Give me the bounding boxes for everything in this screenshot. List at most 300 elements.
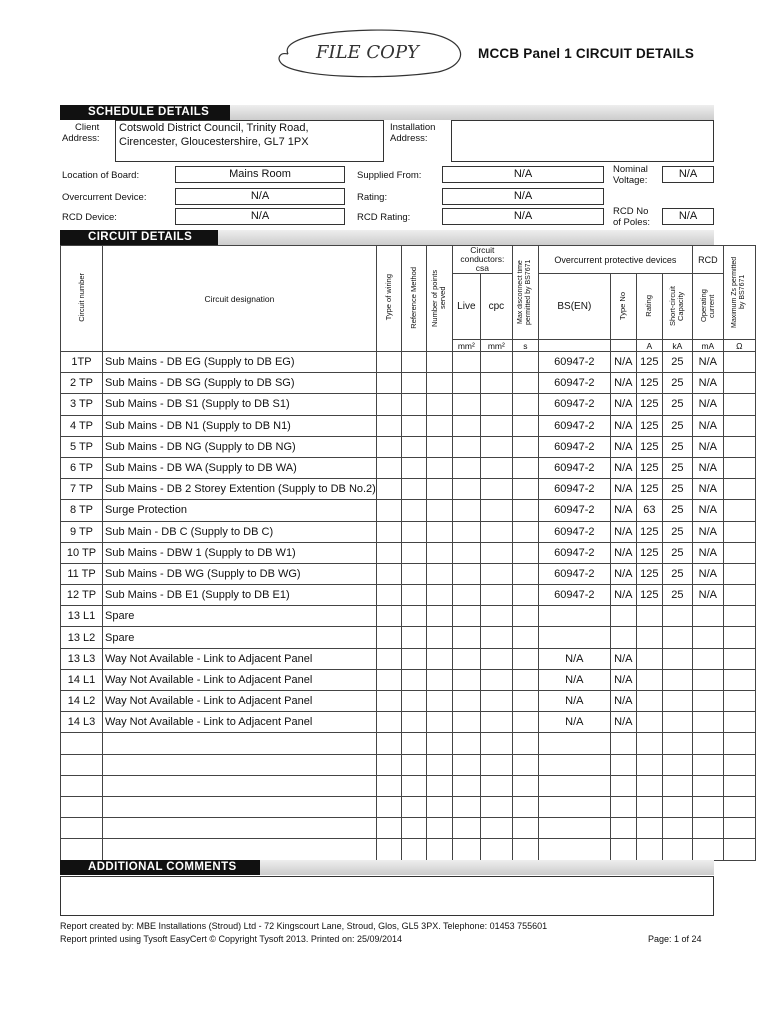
page-title: MCCB Panel 1 CIRCUIT DETAILS [478,46,695,61]
empty-cell [452,754,480,775]
empty-cell [480,691,512,712]
empty-cell [512,754,538,775]
bsen-value: 60947-2 [538,479,610,500]
type-value: N/A [610,585,636,606]
circuit-designation [103,775,377,796]
table-row [61,373,756,394]
short-circuit-value [662,691,692,712]
empty-cell [401,415,426,436]
table-row [61,352,756,373]
type-value: N/A [610,500,636,521]
empty-cell [512,818,538,839]
table-row [61,648,756,669]
header-bsen: BS(EN) [538,274,610,340]
empty-cell [512,712,538,733]
operating-current-value: N/A [692,479,723,500]
header-mm-live: mm² [452,340,480,352]
empty-cell [512,775,538,796]
circuit-designation [103,754,377,775]
empty-cell [480,394,512,415]
type-value: N/A [610,712,636,733]
empty-cell [723,712,755,733]
empty-cell [401,542,426,563]
header-designation: Circuit designation [103,246,377,352]
empty-cell [452,352,480,373]
comments-heading: ADDITIONAL COMMENTS [60,860,260,875]
circuit-designation: Sub Mains - DB N1 (Supply to DB N1) [103,415,377,436]
empty-cell [376,818,401,839]
empty-cell [512,521,538,542]
table-row [61,585,756,606]
empty-cell [401,457,426,478]
empty-cell [723,521,755,542]
table-row [61,542,756,563]
operating-current-value [692,627,723,648]
type-value: N/A [610,373,636,394]
bsen-value: 60947-2 [538,563,610,584]
empty-cell [452,585,480,606]
table-row [61,479,756,500]
empty-cell [426,796,452,817]
empty-cell [376,648,401,669]
empty-cell [512,563,538,584]
client-address-line1: Cotswold District Council, Trinity Road, [119,122,309,134]
circuit-number: 9 TP [61,521,103,542]
circuit-designation: Way Not Available - Link to Adjacent Panel [103,712,377,733]
bsen-value: 60947-2 [538,500,610,521]
empty-cell [480,733,512,754]
supplied-from-label: Supplied From: [357,170,422,181]
type-value [610,606,636,627]
empty-cell [723,500,755,521]
empty-cell [723,542,755,563]
table-row [61,563,756,584]
header-ocpd: Overcurrent protective devices [538,246,692,274]
empty-cell [426,648,452,669]
short-circuit-value: 25 [662,542,692,563]
rcd-device-label: RCD Device: [62,212,117,223]
empty-cell [480,479,512,500]
empty-cell [426,606,452,627]
empty-cell [480,415,512,436]
client-address-line2: Cirencester, Gloucestershire, GL7 1PX [119,136,309,148]
empty-cell [452,563,480,584]
empty-cell [723,479,755,500]
operating-current-value [692,669,723,690]
empty-cell [401,648,426,669]
short-circuit-value: 25 [662,352,692,373]
nominal-label-2: Voltage: [613,175,648,186]
table-row [61,669,756,690]
operating-current-value: N/A [692,352,723,373]
type-value [610,775,636,796]
empty-cell [452,733,480,754]
operating-current-value [692,606,723,627]
short-circuit-value [662,712,692,733]
header-circuit-number: Circuit number [61,246,103,352]
empty-cell [452,796,480,817]
empty-cell [376,394,401,415]
short-circuit-value: 25 [662,563,692,584]
short-circuit-value: 25 [662,457,692,478]
rating-value: 125 [636,563,662,584]
circuit-designation: Sub Mains - DB NG (Supply to DB NG) [103,436,377,457]
type-value: N/A [610,648,636,669]
short-circuit-value: 25 [662,436,692,457]
empty-cell [480,563,512,584]
circuit-designation: Sub Mains - DB WG (Supply to DB WG) [103,563,377,584]
client-label-2: Address: [62,133,100,144]
circuit-number: 14 L2 [61,691,103,712]
header-live: Live [452,274,480,340]
circuit-designation [103,818,377,839]
empty-cell [512,436,538,457]
bsen-value: 60947-2 [538,415,610,436]
operating-current-value [692,839,723,860]
empty-cell [401,818,426,839]
empty-cell [376,352,401,373]
empty-cell [512,373,538,394]
table-row [61,606,756,627]
empty-cell [480,669,512,690]
rating-value [636,775,662,796]
empty-cell [723,691,755,712]
empty-cell [480,712,512,733]
empty-cell [376,669,401,690]
empty-cell [452,394,480,415]
bsen-value [538,627,610,648]
empty-cell [452,669,480,690]
empty-cell [723,627,755,648]
empty-cell [480,542,512,563]
short-circuit-value: 25 [662,585,692,606]
short-circuit-value [662,754,692,775]
supplied-from-value: N/A [513,168,533,180]
circuit-designation: Spare [103,606,377,627]
short-circuit-value: 25 [662,394,692,415]
bsen-value: 60947-2 [538,585,610,606]
circuit-designation: Surge Protection [103,500,377,521]
table-row [61,733,756,754]
empty-cell [512,585,538,606]
table-row [61,775,756,796]
rating-label: Rating: [357,192,388,203]
empty-cell [426,627,452,648]
circuit-number [61,839,103,860]
empty-cell [426,436,452,457]
empty-cell [376,839,401,860]
operating-current-value [692,648,723,669]
operating-current-value [692,691,723,712]
rating-value: 125 [636,352,662,373]
empty-cell [452,818,480,839]
bsen-value [538,818,610,839]
empty-cell [723,457,755,478]
empty-cell [480,775,512,796]
empty-cell [426,500,452,521]
empty-cell [452,606,480,627]
empty-cell [452,542,480,563]
schedule-heading: SCHEDULE DETAILS [60,105,230,120]
rating-value [636,818,662,839]
comments-box [60,876,714,916]
type-value: N/A [610,691,636,712]
empty-cell [401,839,426,860]
empty-cell [452,415,480,436]
type-value [610,754,636,775]
location-label: Location of Board: [62,170,140,181]
empty-cell [480,500,512,521]
empty-cell [452,648,480,669]
type-value: N/A [610,479,636,500]
table-row [61,796,756,817]
operating-current-value: N/A [692,415,723,436]
empty-cell [480,839,512,860]
circuit-number: 5 TP [61,436,103,457]
empty-cell [426,415,452,436]
type-value: N/A [610,521,636,542]
circuit-number: 10 TP [61,542,103,563]
install-label-1: Installation [390,122,436,133]
empty-cell [376,500,401,521]
empty-cell [401,521,426,542]
rating-value [636,754,662,775]
empty-cell [376,775,401,796]
table-row [61,691,756,712]
rating-value [636,796,662,817]
circuit-designation: Sub Main - DB C (Supply to DB C) [103,521,377,542]
empty-cell [512,500,538,521]
bsen-value: 60947-2 [538,352,610,373]
circuit-designation: Way Not Available - Link to Adjacent Panel [103,669,377,690]
table-row [61,415,756,436]
bsen-value: N/A [538,712,610,733]
circuit-number: 12 TP [61,585,103,606]
empty-cell [401,373,426,394]
rcd-rating-value: N/A [513,210,533,222]
empty-cell [723,669,755,690]
install-address-box [451,120,714,162]
short-circuit-value [662,775,692,796]
empty-cell [401,436,426,457]
empty-cell [376,563,401,584]
operating-current-value: N/A [692,563,723,584]
empty-cell [401,712,426,733]
rating-value: 125 [636,479,662,500]
empty-cell [452,839,480,860]
empty-cell [426,585,452,606]
circuit-number: 6 TP [61,457,103,478]
header-rcd: RCD [692,246,723,274]
empty-cell [723,775,755,796]
type-value [610,796,636,817]
bsen-value: 60947-2 [538,542,610,563]
header-rating: Rating [636,274,662,340]
empty-cell [426,457,452,478]
empty-cell [723,373,755,394]
footer-page: Page: 1 of 24 [648,934,702,944]
circuit-designation: Sub Mains - DB S1 (Supply to DB S1) [103,394,377,415]
empty-cell [401,775,426,796]
empty-cell [512,733,538,754]
header-conductors: Circuit conductors: csa [452,246,512,274]
empty-cell [401,796,426,817]
empty-cell [512,542,538,563]
table-row [61,500,756,521]
empty-cell [401,500,426,521]
empty-cell [512,352,538,373]
bsen-value [538,754,610,775]
empty-cell [480,457,512,478]
empty-cell [401,733,426,754]
operating-current-value [692,733,723,754]
empty-cell [376,627,401,648]
type-value: N/A [610,542,636,563]
operating-current-value [692,775,723,796]
circuit-number: 14 L3 [61,712,103,733]
circuit-designation: Sub Mains - DB WA (Supply to DB WA) [103,457,377,478]
circuit-designation: Sub Mains - DB SG (Supply to DB SG) [103,373,377,394]
circuit-number: 2 TP [61,373,103,394]
rating-value [636,669,662,690]
empty-cell [723,754,755,775]
empty-cell [512,457,538,478]
operating-current-value: N/A [692,436,723,457]
circuit-designation: Sub Mains - DBW 1 (Supply to DB W1) [103,542,377,563]
circuit-designation: Way Not Available - Link to Adjacent Panel [103,648,377,669]
circuit-heading: CIRCUIT DETAILS [60,230,218,245]
empty-cell [480,373,512,394]
nominal-label-1: Nominal [613,164,648,175]
empty-cell [512,648,538,669]
empty-cell [480,796,512,817]
bsen-value: 60947-2 [538,457,610,478]
header-max-zs: Maximum Zs permitted by BS7671 [723,246,755,340]
short-circuit-value: 25 [662,500,692,521]
empty-cell [512,606,538,627]
rating-value: 125 [636,373,662,394]
short-circuit-value [662,839,692,860]
operating-current-value: N/A [692,585,723,606]
bsen-value: 60947-2 [538,436,610,457]
short-circuit-value [662,627,692,648]
empty-cell [401,585,426,606]
empty-cell [426,712,452,733]
empty-cell [401,352,426,373]
empty-cell [723,733,755,754]
empty-cell [376,373,401,394]
empty-cell [723,796,755,817]
empty-cell [512,691,538,712]
empty-cell [723,585,755,606]
rating-value [636,733,662,754]
empty-cell [376,691,401,712]
empty-cell [426,754,452,775]
empty-cell [452,373,480,394]
empty-cell [723,352,755,373]
header-short-circuit: Short-circuit Capacity [662,274,692,340]
header-ref-method: Reference Method [401,246,426,352]
circuit-number [61,754,103,775]
empty-cell [512,415,538,436]
circuit-designation: Sub Mains - DB EG (Supply to DB EG) [103,352,377,373]
type-value [610,839,636,860]
empty-cell [426,839,452,860]
rcd-poles-value: N/A [678,210,698,222]
circuit-number [61,818,103,839]
operating-current-value: N/A [692,394,723,415]
client-label-1: Client [75,122,100,133]
table-row [61,521,756,542]
table-row [61,394,756,415]
empty-cell [376,415,401,436]
empty-cell [480,648,512,669]
circuit-designation: Sub Mains - DB E1 (Supply to DB E1) [103,585,377,606]
empty-cell [452,436,480,457]
empty-cell [452,479,480,500]
circuit-designation [103,839,377,860]
location-value: Mains Room [229,168,291,180]
table-row [61,627,756,648]
type-value: N/A [610,415,636,436]
empty-cell [512,627,538,648]
operating-current-value: N/A [692,542,723,563]
short-circuit-value: 25 [662,479,692,500]
overcurrent-label: Overcurrent Device: [62,192,147,203]
empty-cell [376,521,401,542]
empty-cell [376,754,401,775]
type-value: N/A [610,563,636,584]
empty-cell [512,394,538,415]
circuit-number [61,733,103,754]
circuit-number: 13 L1 [61,606,103,627]
circuit-number: 3 TP [61,394,103,415]
type-value: N/A [610,394,636,415]
empty-cell [512,479,538,500]
circuit-designation: Sub Mains - DB 2 Storey Extention (Supply to DB No.2) [103,479,377,500]
bsen-value [538,606,610,627]
short-circuit-value [662,818,692,839]
type-value [610,627,636,648]
handwriting-text: FILE COPY [316,42,419,63]
rating-value [636,648,662,669]
empty-cell [512,669,538,690]
operating-current-value: N/A [692,500,723,521]
empty-cell [723,415,755,436]
empty-cell [426,479,452,500]
table-row [61,818,756,839]
circuit-number: 7 TP [61,479,103,500]
header-max-disconnect: Max disconnect time permitted by BS7671 [512,246,538,340]
type-value [610,733,636,754]
rating-value: 125 [636,585,662,606]
empty-cell [401,691,426,712]
empty-cell [401,754,426,775]
circuit-designation [103,796,377,817]
rcd-rating-label: RCD Rating: [357,212,411,223]
empty-cell [480,818,512,839]
empty-cell [376,479,401,500]
short-circuit-value [662,606,692,627]
empty-cell [723,436,755,457]
type-value: N/A [610,669,636,690]
short-circuit-value [662,796,692,817]
header-operating: Operating current [692,274,723,340]
bsen-value [538,839,610,860]
empty-cell [452,457,480,478]
footer-line1: Report created by: MBE Installations (Stroud) Ltd - 72 Kingscourt Lane, Stroud, Glos, GL5 3PX. Telephone: 01453 755601 [60,921,548,931]
circuit-designation: Way Not Available - Link to Adjacent Panel [103,691,377,712]
